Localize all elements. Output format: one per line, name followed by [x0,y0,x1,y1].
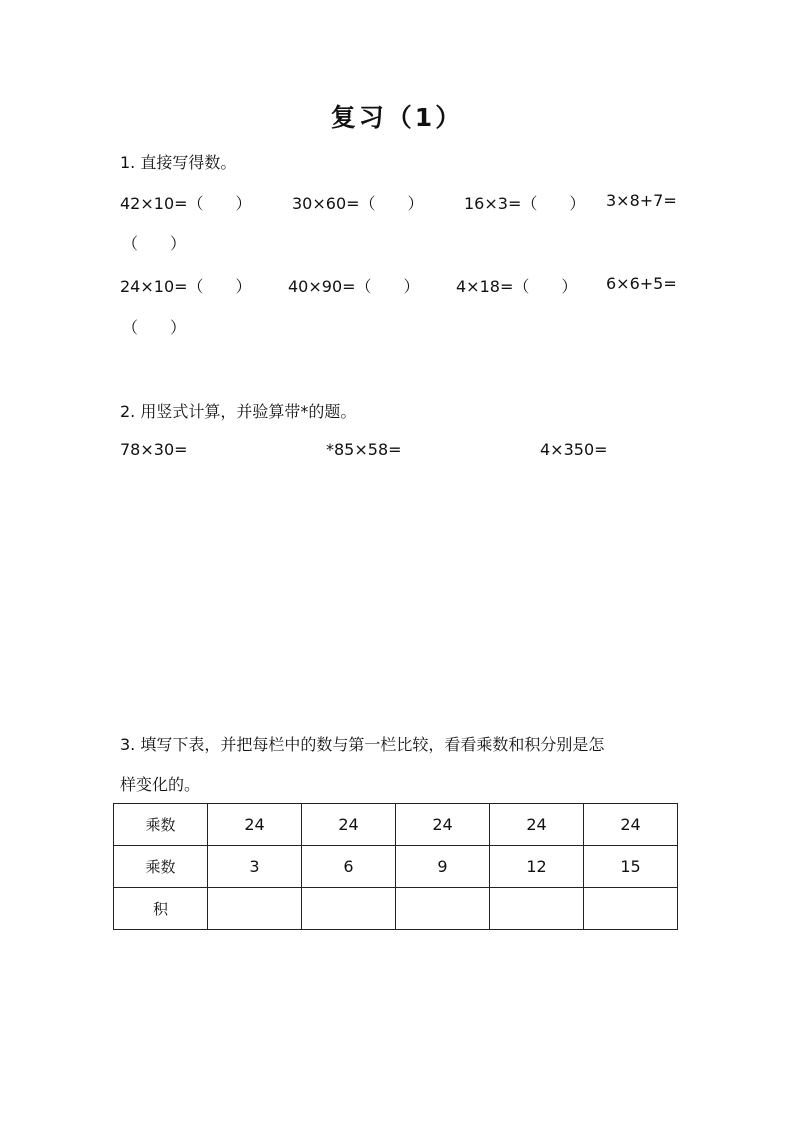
page-title: 复习（1） [330,103,464,132]
equation: 16×3=（ ） [464,194,586,213]
row-header: 积 [114,888,208,930]
table-cell: 24 [490,804,584,846]
row-header: 乘数 [114,846,208,888]
equation: *85×58= [326,440,402,459]
table-cell: 24 [396,804,490,846]
question-1-label: 1. 直接写得数。 [120,153,237,172]
equation: 30×60=（ ） [292,194,424,213]
question-2-label: 2. 用竖式计算，并验算带*的题。 [120,402,357,421]
equation: 4×18=（ ） [456,277,578,296]
answer-cell[interactable] [208,888,302,930]
table-cell: 12 [490,846,584,888]
question-3-label-cont: 样变化的。 [120,775,201,794]
equation: 40×90=（ ） [288,277,420,296]
answer-cell[interactable] [490,888,584,930]
table-cell: 6 [302,846,396,888]
equation: 78×30= [120,440,188,459]
equation: 42×10=（ ） [120,194,252,213]
question-3-label: 3. 填写下表，并把每栏中的数与第一栏比较，看看乘数和积分别是怎 [120,735,605,754]
answer-cell[interactable] [396,888,490,930]
multiplication-table [113,803,678,930]
table-row [114,888,678,930]
equation: 24×10=（ ） [120,277,252,296]
answer-blank: （ ） [122,318,187,337]
equation: 6×6+5= [606,274,677,293]
table-cell: 24 [302,804,396,846]
answer-cell[interactable] [302,888,396,930]
table-row [114,804,678,846]
answer-blank: （ ） [122,234,187,253]
table-cell: 3 [208,846,302,888]
table-cell: 24 [584,804,678,846]
table-cell: 15 [584,846,678,888]
table-cell: 9 [396,846,490,888]
equation: 4×350= [540,440,608,459]
table-row [114,846,678,888]
table-cell: 24 [208,804,302,846]
answer-cell[interactable] [584,888,678,930]
equation: 3×8+7= [606,191,677,210]
row-header: 乘数 [114,804,208,846]
